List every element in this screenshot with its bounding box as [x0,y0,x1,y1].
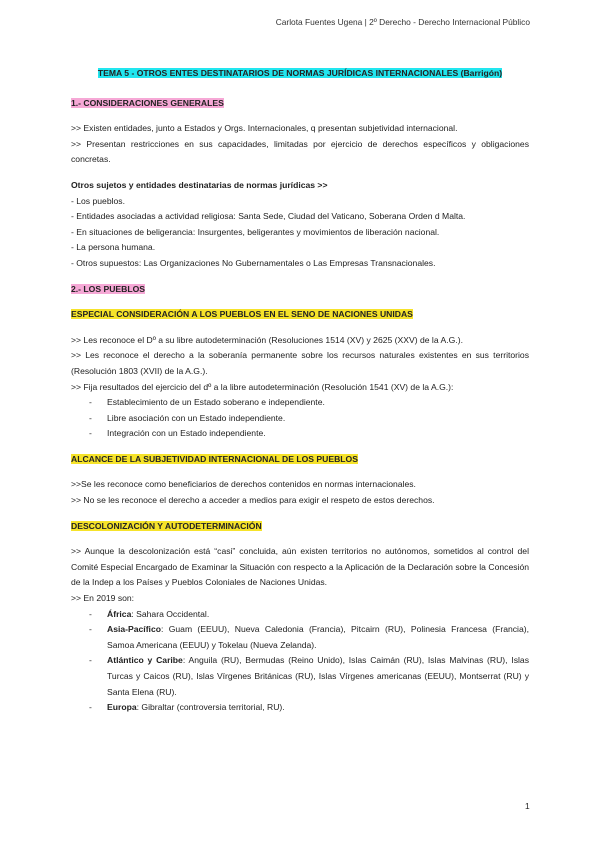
s1-list-title: Otros sujetos y entidades destinatarias de normas jurídicas >> [71,179,328,190]
section-1-heading-text: 1.- CONSIDERACIONES GENERALES [71,97,224,108]
subsection-1-heading [71,307,529,323]
region-text: : Gibraltar (controversia territorial, RU). [136,702,285,713]
sub3-list [71,607,529,716]
list-item [89,700,529,716]
list-item: - Los pueblos. [71,195,125,206]
region-text: : Guam (EEUU), Nueva Caledonia (Francia), Pitcairn (RU), Polinesia Francesa (Francia), Samoa Americana (EEUU) y Tokelau (Nueva Zelanda). [107,624,529,650]
sub3-paragraph-2: >> En 2019 son: [71,593,135,604]
document-title [71,66,529,82]
sub1-paragraph-3: >> Fija resultados del ejercicio del dº a la libre autodeterminación (Resolución 1541 (XV) de la A.G.): [71,381,454,392]
document-body [71,66,529,716]
region-text: : Anguila (RU), Bermudas (Reino Unido), Islas Caimán (RU), Islas Malvinas (RU), Islas Turcas y Caicos (RU), Islas Vírgenes Británicas (RU), Islas Vírgenes americanas (EEUU), Montserrat (RU) y Santa Elena (RU). [107,655,529,697]
section-2-heading-text: 2.- LOS PUEBLOS [71,283,146,294]
region-label: Atlántico y Caribe [107,655,183,666]
list-item: - Establecimiento de un Estado soberano e independiente. [89,395,529,411]
sub3-paragraph-1: >> Aunque la descolonización está “casi” concluida, aún existen territorios no autónomos, sometidos al control del Comité Especial Encargado de Examinar la Situación con respecto a la Aplicación de la Declaración sobre la Concesión de la Indep a los Países y Pueblos Coloniales de Naciones Unidas. [71,546,529,588]
subsection-2-heading-text: ALCANCE DE LA SUBJETIVIDAD INTERNACIONAL DE LOS PUEBLOS [71,453,358,464]
title-author: (Barrigón) [458,68,503,78]
section-1-heading [71,96,529,112]
sub2-paragraph-1: >>Se les reconoce como beneficiarios de derechos contenidos en normas internacionales. [71,479,416,490]
s1-paragraph-2: >> Presentan restricciones en sus capacidades, limitadas por ejercicio de derechos específicos y obligaciones concretas. [71,138,529,165]
page-header: Carlota Fuentes Ugena | 2º Derecho - Derecho Internacional Público [275,17,530,27]
sub1-list [71,395,529,442]
list-item [89,622,529,653]
region-label: Asia-Pacífico [107,624,161,635]
subsection-3-heading [71,519,529,535]
list-item: - En situaciones de beligerancia: Insurgentes, beligerantes y movimientos de liberación nacional. [71,226,440,237]
s1-list [71,194,529,272]
page-number: 1 [525,801,530,811]
title-text: TEMA 5 - OTROS ENTES DESTINATARIOS DE NORMAS JURÍDICAS INTERNACIONALES [97,68,459,78]
list-item: - Libre asociación con un Estado independiente. [89,411,529,427]
list-item: - Otros supuestos: Las Organizaciones No Gubernamentales o Las Empresas Transnacionales. [71,257,436,268]
section-2-heading [71,282,529,298]
sub1-paragraph-2: >> Les reconoce el derecho a la soberanía permanente sobre los recursos naturales existentes en sus territorios (Resolución 1803 (XVII) de la A.G.). [71,350,529,376]
list-item: - Integración con un Estado independiente. [89,426,529,442]
subsection-1-heading-text: ESPECIAL CONSIDERACIÓN A LOS PUEBLOS EN EL SENO DE NACIONES UNIDAS [71,309,413,320]
list-item: - La persona humana. [71,242,156,253]
subsection-3-heading-text: DESCOLONIZACIÓN Y AUTODETERMINACIÓN [71,520,262,531]
subsection-2-heading [71,452,529,468]
list-item [89,607,529,623]
region-label: África [107,608,132,619]
sub2-paragraph-2: >> No se les reconoce el derecho a acceder a medios para exigir el respeto de estos derechos. [71,495,435,506]
region-label: Europa [107,702,137,713]
title-main [98,68,502,78]
region-text: : Sahara Occidental. [131,608,210,619]
list-item: - Entidades asociadas a actividad religiosa: Santa Sede, Ciudad del Vaticano, Soberana Orden d Malta. [71,211,466,222]
list-item [89,653,529,700]
sub1-paragraph-1: >> Les reconoce el Dº a su libre autodeterminación (Resoluciones 1514 (XV) y 2625 (XXV) de la A.G.). [71,334,463,345]
s1-paragraph-1: >> Existen entidades, junto a Estados y Orgs. Internacionales, q presentan subjetividad internacional. [71,123,458,134]
